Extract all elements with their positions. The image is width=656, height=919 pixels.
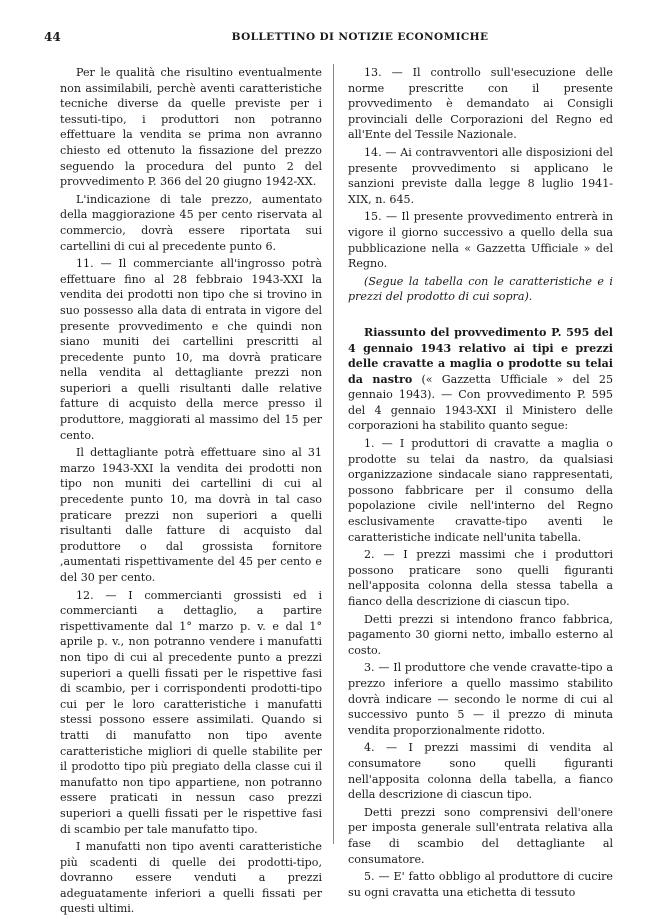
page-number: 44: [44, 30, 61, 44]
paragraph: 1. — I produttori di cravatte a maglia o prodotte su telai da nastro, da qualsiasi organizzazione sindacale siano rappresentati, possono fabbricare per il consumo della popolazione civile nell'interno del Regno esclusivamente cravatte-tipo aventi le caratteristiche indicate nell'unita tabella.: [348, 437, 613, 544]
paragraph: 15. — Il presente provvedimento entrerà in vigore il giorno successivo a quello della sua pubblicazione nella « Gazzetta Ufficiale » del Regno.: [348, 210, 613, 271]
paragraph: I manufatti non tipo aventi caratteristiche più scadenti di quelle dei prodotti-tipo, dovranno essere venduti a prezzi adeguatamente inferiori a quelli fissati per questi ultimi.: [60, 840, 322, 916]
paragraph: 13. — Il controllo sull'esecuzione delle norme prescritte con il presente provvedimento è demandato ai Consigli provinciali delle Corporazioni del Regno ed all'Ente del Tessile Nazionale.: [348, 66, 613, 142]
running-title: BOLLETTINO DI NOTIZIE ECONOMICHE: [231, 31, 489, 43]
right-column: [348, 65, 613, 902]
paragraph: 3. — Il produttore che vende cravatte-tipo a prezzo inferiore a quello massimo stabilito dovrà indicare — secondo le norme di cui al successivo punto 5 — il prezzo di minuta vendita proporzionalmente ridotto.: [348, 661, 613, 737]
section-heading: Riassunto del provvedimento P. 595 del 4 gennaio 1943 relativo ai tipi e prezzi delle cravatte a maglia o prodotte su telai da nastro: [348, 325, 613, 386]
paragraph: Detti prezzi sono comprensivi dell'onere per imposta generale sull'entrata relativa alla fase di scambio del dettagliante al consumatore.: [348, 805, 613, 866]
left-column: [60, 65, 322, 919]
paragraph: 12. — I commercianti grossisti ed i commercianti a dettaglio, a partire rispettivamente dal 1° marzo p. v. e dal 1° aprile p. v., non potranno vendere i manufatti non tipo di cui al precedente punto a prezzi superiori a quelli fissati per le rispettive fasi di scambio, per i corrispondenti prodotti-tipo cui per le loro caratteristiche i manufatti stessi possono essere assimilati. Quando si tratti di manufatto non tipo avente caratteristiche migliori di quelle stabilite per il prodotto tipo più pregiato della classe cui il manufatto non tipo appartiene, non potranno essere praticati in nessun caso prezzi superiori a quelli fissati per le rispettive fasi di scambio per tale manufatto tipo.: [60, 588, 322, 836]
paragraph: 2. — I prezzi massimi che i produttori possono praticare sono quelli figuranti nell'apposita colonna della stessa tabella a fianco della descrizione di ciascun tipo.: [348, 548, 613, 608]
paragraph: Il dettagliante potrà effettuare sino al 31 marzo 1943-XXI la vendita dei prodotti non tipo non muniti dei cartellini di cui al precedente punto 10, ma dovrà in tal caso praticare prezzi non superiori a quelli risultanti dalle fatture di acquisto dal produttore o dal grossista fornitore ,aumentati rispettivamente del 45 per cento e del 30 per cento.: [60, 446, 322, 584]
section-paragraph: [348, 325, 613, 434]
section-intro: (« Gazzetta Ufficiale » del 25 gennaio 1943). — Con provvedimento P. 595 del 4 gennaio 1943-XXI il Ministero delle corporazioni ha stabilito quanto segue:: [348, 372, 613, 433]
paragraph: 4. — I prezzi massimi di vendita al consumatore sono quelli figuranti nell'apposita colonna della tabella, a fianco della descrizione di ciascun tipo.: [348, 741, 613, 802]
paragraph: Per le qualità che risultino eventualmente non assimilabili, perchè aventi caratteristiche tecniche diverse da quelle previste per i tessuti-tipo, i produttori non potranno effettuare la vendita se prima non avranno chiesto ed ottenuto la fissazione del prezzo seguendo la procedura del punto 2 del provvedimento P. 366 del 20 giugno 1942-XX.: [60, 66, 322, 189]
paragraph: L'indicazione di tale prezzo, aumentato della maggiorazione 45 per cento riservata al commercio, dovrà essere riportata sui cartellini di cui al precedente punto 6.: [60, 192, 322, 253]
paragraph: 14. — Ai contravventori alle disposizioni del presente provvedimento si applicano le sanzioni previste dalla legge 8 luglio 1941-XIX, n. 645.: [348, 145, 613, 206]
table-note: (Segue la tabella con le caratteristiche e i prezzi del prodotto di cui sopra).: [348, 274, 613, 304]
paragraph: 5. — E' fatto obbligo al produttore di cucire su ogni cravatta una etichetta di tessuto: [348, 870, 613, 899]
paragraph: Detti prezzi si intendono franco fabbrica, pagamento 30 giorni netto, imballo esterno al costo.: [348, 612, 613, 657]
column-divider: [333, 64, 334, 844]
paragraph: 11. — Il commerciante all'ingrosso potrà effettuare fino al 28 febbraio 1943-XXI la vendita dei prodotti non tipo che si trovino in suo possesso alla data di entrata in vigore del presente provvedimento e che quindi non siano muniti dei cartellini prescritti al precedente punto 10, ma dovrà praticare nella vendita al dettagliante prezzi non superiori a quelli risultanti dalle relative fatture di acquisto della merce presso il produttore, maggiorati al massimo del 15 per cento.: [60, 257, 322, 442]
